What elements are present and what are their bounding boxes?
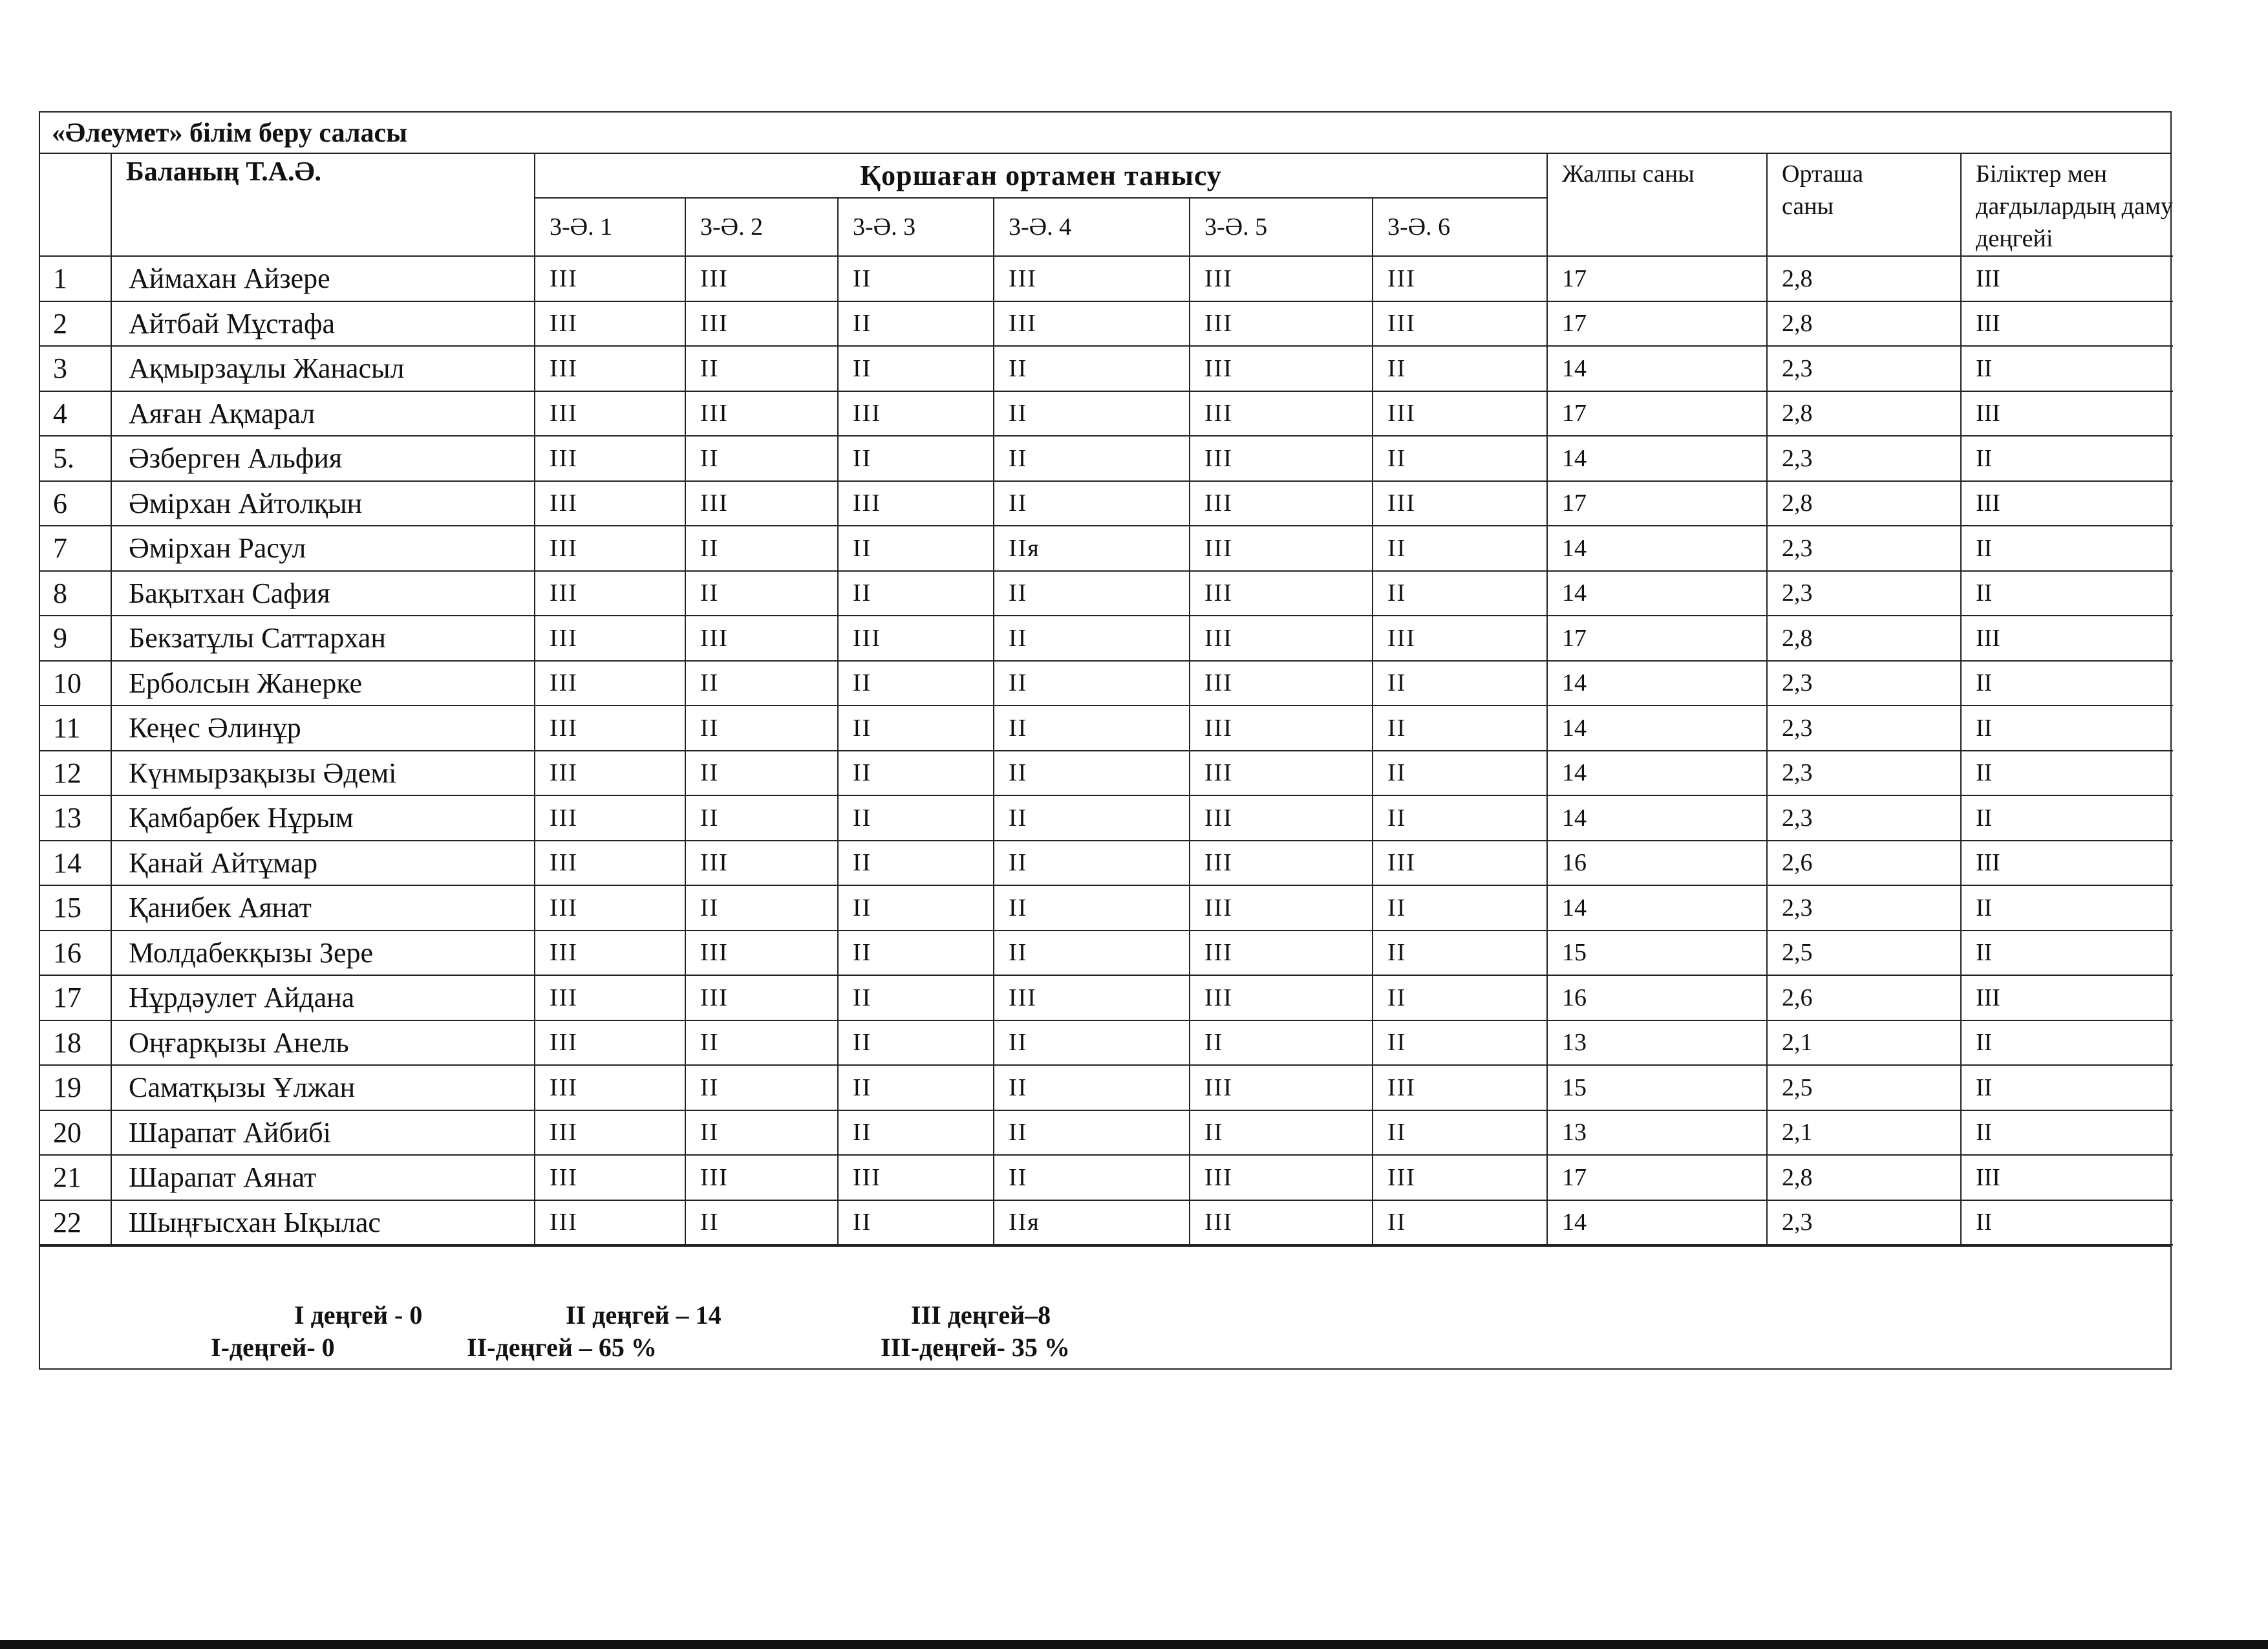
table-row	[40, 975, 2173, 1020]
table-row	[40, 841, 2173, 886]
mark-subject-6: III	[1373, 391, 1547, 436]
development-level: II	[1961, 661, 2173, 706]
mark-subject-2: II	[685, 571, 838, 616]
mark-subject-3: III	[838, 1155, 994, 1200]
table-row	[40, 661, 2173, 706]
row-number: 2	[40, 301, 111, 347]
average-score: 2,5	[1767, 931, 1961, 976]
mark-subject-2: III	[685, 481, 838, 526]
row-number: 4	[40, 391, 111, 436]
mark-subject-4: II	[994, 1155, 1190, 1200]
total-score: 17	[1547, 391, 1767, 436]
child-name: Молдабекқызы Зере	[111, 931, 535, 976]
mark-subject-4: II	[994, 751, 1190, 796]
row-number: 19	[40, 1065, 111, 1110]
mark-subject-1: III	[535, 795, 685, 841]
table-row	[40, 751, 2173, 796]
mark-subject-6: II	[1373, 526, 1547, 571]
row-number: 18	[40, 1020, 111, 1066]
average-score: 2,8	[1767, 301, 1961, 347]
header-subject-3: 3-Ә. 3	[838, 198, 994, 256]
header-child-name: Баланың Т.А.Ә.	[111, 154, 535, 256]
mark-subject-2: III	[685, 256, 838, 301]
child-name: Бекзатұлы Саттархан	[111, 616, 535, 661]
row-number: 15	[40, 885, 111, 931]
mark-subject-3: II	[838, 841, 994, 886]
development-level: III	[1961, 841, 2173, 886]
mark-subject-4: III	[994, 301, 1190, 347]
mark-subject-1: III	[535, 436, 685, 481]
table-row	[40, 1200, 2173, 1245]
table-body	[40, 256, 2173, 1245]
mark-subject-3: II	[838, 751, 994, 796]
mark-subject-3: II	[838, 795, 994, 841]
mark-subject-5: III	[1190, 931, 1373, 976]
average-score: 2,3	[1767, 706, 1961, 751]
mark-subject-5: III	[1190, 301, 1373, 347]
child-name: Саматқызы Ұлжан	[111, 1065, 535, 1110]
average-score: 2,3	[1767, 795, 1961, 841]
mark-subject-6: II	[1373, 931, 1547, 976]
mark-subject-6: II	[1373, 661, 1547, 706]
mark-subject-2: III	[685, 1155, 838, 1200]
mark-subject-4: II	[994, 1110, 1190, 1156]
mark-subject-3: II	[838, 526, 994, 571]
mark-subject-3: II	[838, 1065, 994, 1110]
mark-subject-5: III	[1190, 841, 1373, 886]
total-score: 14	[1547, 751, 1767, 796]
mark-subject-1: III	[535, 751, 685, 796]
row-number: 7	[40, 526, 111, 571]
row-number: 9	[40, 616, 111, 661]
mark-subject-3: III	[838, 616, 994, 661]
child-name: Қамбарбек Нұрым	[111, 795, 535, 841]
summary-block	[40, 1245, 2170, 1368]
average-score: 2,8	[1767, 391, 1961, 436]
mark-subject-4: II	[994, 571, 1190, 616]
mark-subject-5: III	[1190, 706, 1373, 751]
mark-subject-4: IIя	[994, 526, 1190, 571]
table-row	[40, 1065, 2173, 1110]
development-level: II	[1961, 526, 2173, 571]
mark-subject-1: III	[535, 975, 685, 1020]
development-level: III	[1961, 616, 2173, 661]
development-level: III	[1961, 391, 2173, 436]
mark-subject-3: II	[838, 571, 994, 616]
mark-subject-6: III	[1373, 1065, 1547, 1110]
row-number: 3	[40, 346, 111, 391]
mark-subject-2: II	[685, 661, 838, 706]
development-level: III	[1961, 301, 2173, 347]
total-score: 14	[1547, 706, 1767, 751]
development-level: II	[1961, 1200, 2173, 1245]
table-row	[40, 391, 2173, 436]
table-row	[40, 1110, 2173, 1156]
mark-subject-5: III	[1190, 346, 1373, 391]
development-level: II	[1961, 706, 2173, 751]
mark-subject-3: II	[838, 1020, 994, 1066]
average-score: 2,3	[1767, 571, 1961, 616]
mark-subject-6: II	[1373, 346, 1547, 391]
header-total: Жалпы саны	[1547, 154, 1767, 256]
mark-subject-6: III	[1373, 1155, 1547, 1200]
table-row	[40, 526, 2173, 571]
summary-level-2-percent: II-деңгей – 65 %	[467, 1333, 657, 1362]
total-score: 13	[1547, 1110, 1767, 1156]
mark-subject-2: III	[685, 841, 838, 886]
mark-subject-6: II	[1373, 1200, 1547, 1245]
development-level: III	[1961, 1155, 2173, 1200]
mark-subject-5: III	[1190, 616, 1373, 661]
mark-subject-2: III	[685, 301, 838, 347]
header-subject-6: 3-Ә. 6	[1373, 198, 1547, 256]
development-level: II	[1961, 795, 2173, 841]
total-score: 14	[1547, 436, 1767, 481]
results-sheet	[39, 111, 2172, 1370]
total-score: 17	[1547, 481, 1767, 526]
table-row	[40, 706, 2173, 751]
mark-subject-5: III	[1190, 436, 1373, 481]
mark-subject-2: III	[685, 975, 838, 1020]
mark-subject-2: II	[685, 1065, 838, 1110]
average-score: 2,3	[1767, 436, 1961, 481]
mark-subject-3: II	[838, 346, 994, 391]
summary-level-3-percent: III-деңгей- 35 %	[881, 1333, 1070, 1362]
average-score: 2,1	[1767, 1020, 1961, 1066]
mark-subject-5: II	[1190, 1110, 1373, 1156]
mark-subject-1: III	[535, 256, 685, 301]
mark-subject-1: III	[535, 1110, 685, 1156]
average-score: 2,8	[1767, 1155, 1961, 1200]
average-score: 2,3	[1767, 661, 1961, 706]
development-level: II	[1961, 436, 2173, 481]
mark-subject-6: III	[1373, 301, 1547, 347]
total-score: 16	[1547, 975, 1767, 1020]
mark-subject-2: II	[685, 436, 838, 481]
summary-level-3-count: III деңгей–8	[911, 1300, 1051, 1330]
child-name: Қанибек Аянат	[111, 885, 535, 931]
mark-subject-4: IIя	[994, 1200, 1190, 1245]
mark-subject-1: III	[535, 1155, 685, 1200]
mark-subject-3: II	[838, 436, 994, 481]
mark-subject-3: II	[838, 706, 994, 751]
development-level: II	[1961, 346, 2173, 391]
row-number: 22	[40, 1200, 111, 1245]
table-row	[40, 1155, 2173, 1200]
mark-subject-2: II	[685, 706, 838, 751]
table-row	[40, 256, 2173, 301]
mark-subject-2: III	[685, 391, 838, 436]
mark-subject-6: II	[1373, 1020, 1547, 1066]
mark-subject-1: III	[535, 481, 685, 526]
header-number	[40, 154, 111, 256]
total-score: 15	[1547, 1065, 1767, 1110]
mark-subject-3: II	[838, 661, 994, 706]
mark-subject-1: III	[535, 841, 685, 886]
mark-subject-4: III	[994, 975, 1190, 1020]
mark-subject-2: II	[685, 1110, 838, 1156]
row-number: 13	[40, 795, 111, 841]
child-name: Шарапат Аянат	[111, 1155, 535, 1200]
mark-subject-1: III	[535, 1200, 685, 1245]
mark-subject-2: II	[685, 1020, 838, 1066]
header-subject-group: Қоршаған ортамен танысу	[535, 154, 1547, 198]
mark-subject-4: II	[994, 436, 1190, 481]
mark-subject-2: III	[685, 616, 838, 661]
total-score: 14	[1547, 346, 1767, 391]
mark-subject-6: III	[1373, 256, 1547, 301]
mark-subject-6: II	[1373, 436, 1547, 481]
mark-subject-5: III	[1190, 1200, 1373, 1245]
child-name: Күнмырзақызы Әдемі	[111, 751, 535, 796]
row-number: 20	[40, 1110, 111, 1156]
mark-subject-1: III	[535, 885, 685, 931]
average-score: 2,1	[1767, 1110, 1961, 1156]
header-subject-2: 3-Ә. 2	[685, 198, 838, 256]
total-score: 14	[1547, 795, 1767, 841]
table-row	[40, 1020, 2173, 1066]
child-name: Кеңес Әлинұр	[111, 706, 535, 751]
development-level: II	[1961, 1020, 2173, 1066]
mark-subject-5: II	[1190, 1020, 1373, 1066]
table-row	[40, 571, 2173, 616]
table-row	[40, 301, 2173, 347]
row-number: 11	[40, 706, 111, 751]
table-row	[40, 436, 2173, 481]
row-number: 6	[40, 481, 111, 526]
row-number: 14	[40, 841, 111, 886]
development-level: III	[1961, 481, 2173, 526]
header-average	[1767, 154, 1961, 256]
results-table	[40, 154, 2173, 1245]
development-level: III	[1961, 975, 2173, 1020]
average-score: 2,5	[1767, 1065, 1961, 1110]
child-name: Аймахан Айзере	[111, 256, 535, 301]
summary-level-1-percent: I-деңгей- 0	[211, 1333, 335, 1362]
development-level: II	[1961, 571, 2173, 616]
mark-subject-4: II	[994, 346, 1190, 391]
mark-subject-4: II	[994, 1065, 1190, 1110]
child-name: Әмірхан Расул	[111, 526, 535, 571]
average-score: 2,3	[1767, 346, 1961, 391]
mark-subject-5: III	[1190, 751, 1373, 796]
mark-subject-1: III	[535, 661, 685, 706]
child-name: Айтбай Мұстафа	[111, 301, 535, 347]
mark-subject-4: II	[994, 616, 1190, 661]
header-level: Біліктер мен дағдылардың даму деңгейі	[1961, 154, 2173, 256]
mark-subject-6: II	[1373, 795, 1547, 841]
mark-subject-2: II	[685, 751, 838, 796]
mark-subject-4: II	[994, 795, 1190, 841]
child-name: Аяған Ақмарал	[111, 391, 535, 436]
total-score: 14	[1547, 1200, 1767, 1245]
header-subject-1: 3-Ә. 1	[535, 198, 685, 256]
summary-level-2-count: II деңгей – 14	[566, 1300, 722, 1330]
mark-subject-5: III	[1190, 256, 1373, 301]
mark-subject-1: III	[535, 616, 685, 661]
mark-subject-4: II	[994, 885, 1190, 931]
child-name: Нұрдәулет Айдана	[111, 975, 535, 1020]
mark-subject-6: III	[1373, 481, 1547, 526]
scan-edge-bar	[0, 1640, 2268, 1649]
mark-subject-1: III	[535, 931, 685, 976]
mark-subject-2: II	[685, 526, 838, 571]
mark-subject-4: II	[994, 931, 1190, 976]
child-name: Шарапат Айбибі	[111, 1110, 535, 1156]
average-score: 2,3	[1767, 751, 1961, 796]
total-score: 14	[1547, 661, 1767, 706]
mark-subject-6: II	[1373, 751, 1547, 796]
mark-subject-1: III	[535, 346, 685, 391]
mark-subject-2: II	[685, 795, 838, 841]
average-score: 2,8	[1767, 481, 1961, 526]
mark-subject-5: III	[1190, 661, 1373, 706]
mark-subject-3: II	[838, 931, 994, 976]
table-row	[40, 616, 2173, 661]
summary-level-1-count: I деңгей - 0	[294, 1300, 423, 1330]
mark-subject-1: III	[535, 391, 685, 436]
mark-subject-2: III	[685, 931, 838, 976]
mark-subject-1: III	[535, 526, 685, 571]
mark-subject-4: III	[994, 256, 1190, 301]
row-number: 8	[40, 571, 111, 616]
total-score: 15	[1547, 931, 1767, 976]
total-score: 16	[1547, 841, 1767, 886]
mark-subject-5: III	[1190, 526, 1373, 571]
mark-subject-4: II	[994, 661, 1190, 706]
mark-subject-3: II	[838, 975, 994, 1020]
mark-subject-1: III	[535, 1020, 685, 1066]
mark-subject-3: II	[838, 1110, 994, 1156]
child-name: Әмірхан Айтолқын	[111, 481, 535, 526]
total-score: 17	[1547, 1155, 1767, 1200]
child-name: Қанай Айтұмар	[111, 841, 535, 886]
table-row	[40, 931, 2173, 976]
mark-subject-3: III	[838, 391, 994, 436]
row-number: 12	[40, 751, 111, 796]
development-level: III	[1961, 256, 2173, 301]
mark-subject-6: II	[1373, 885, 1547, 931]
mark-subject-3: II	[838, 256, 994, 301]
mark-subject-5: III	[1190, 795, 1373, 841]
table-row	[40, 795, 2173, 841]
total-score: 14	[1547, 571, 1767, 616]
row-number: 16	[40, 931, 111, 976]
average-score: 2,8	[1767, 616, 1961, 661]
average-score: 2,3	[1767, 885, 1961, 931]
child-name: Ақмырзаұлы Жанасыл	[111, 346, 535, 391]
average-score: 2,6	[1767, 841, 1961, 886]
mark-subject-3: III	[838, 481, 994, 526]
row-number: 1	[40, 256, 111, 301]
mark-subject-5: III	[1190, 391, 1373, 436]
mark-subject-1: III	[535, 571, 685, 616]
row-number: 17	[40, 975, 111, 1020]
mark-subject-4: II	[994, 391, 1190, 436]
header-average-label: Орташа саны	[1782, 160, 1864, 220]
mark-subject-3: II	[838, 301, 994, 347]
total-score: 14	[1547, 885, 1767, 931]
child-name: Әзберген Альфия	[111, 436, 535, 481]
average-score: 2,3	[1767, 1200, 1961, 1245]
total-score: 17	[1547, 616, 1767, 661]
mark-subject-2: II	[685, 885, 838, 931]
mark-subject-5: III	[1190, 885, 1373, 931]
mark-subject-5: III	[1190, 481, 1373, 526]
table-row	[40, 885, 2173, 931]
development-level: II	[1961, 1065, 2173, 1110]
mark-subject-6: II	[1373, 706, 1547, 751]
mark-subject-1: III	[535, 1065, 685, 1110]
mark-subject-6: III	[1373, 841, 1547, 886]
child-name: Шыңғысхан Ықылас	[111, 1200, 535, 1245]
total-score: 14	[1547, 526, 1767, 571]
average-score: 2,8	[1767, 256, 1961, 301]
table-row	[40, 481, 2173, 526]
development-level: II	[1961, 1110, 2173, 1156]
mark-subject-5: III	[1190, 1155, 1373, 1200]
mark-subject-2: II	[685, 346, 838, 391]
row-number: 21	[40, 1155, 111, 1200]
development-level: II	[1961, 751, 2173, 796]
mark-subject-5: III	[1190, 975, 1373, 1020]
mark-subject-6: III	[1373, 616, 1547, 661]
child-name: Ерболсын Жанерке	[111, 661, 535, 706]
mark-subject-5: III	[1190, 1065, 1373, 1110]
section-title: «Әлеумет» білім беру саласы	[40, 113, 2170, 154]
row-number: 10	[40, 661, 111, 706]
row-number: 5.	[40, 436, 111, 481]
mark-subject-4: II	[994, 841, 1190, 886]
total-score: 17	[1547, 301, 1767, 347]
mark-subject-4: II	[994, 1020, 1190, 1066]
mark-subject-4: II	[994, 706, 1190, 751]
total-score: 13	[1547, 1020, 1767, 1066]
development-level: II	[1961, 885, 2173, 931]
header-subject-5: 3-Ә. 5	[1190, 198, 1373, 256]
table-row	[40, 346, 2173, 391]
child-name: Оңғарқызы Анель	[111, 1020, 535, 1066]
mark-subject-1: III	[535, 301, 685, 347]
average-score: 2,3	[1767, 526, 1961, 571]
mark-subject-6: II	[1373, 1110, 1547, 1156]
mark-subject-5: III	[1190, 571, 1373, 616]
mark-subject-6: II	[1373, 975, 1547, 1020]
mark-subject-3: II	[838, 885, 994, 931]
child-name: Бақытхан Сафия	[111, 571, 535, 616]
mark-subject-6: II	[1373, 571, 1547, 616]
mark-subject-2: II	[685, 1200, 838, 1245]
total-score: 17	[1547, 256, 1767, 301]
mark-subject-1: III	[535, 706, 685, 751]
mark-subject-3: II	[838, 1200, 994, 1245]
development-level: II	[1961, 931, 2173, 976]
average-score: 2,6	[1767, 975, 1961, 1020]
mark-subject-4: II	[994, 481, 1190, 526]
header-subject-4: 3-Ә. 4	[994, 198, 1190, 256]
